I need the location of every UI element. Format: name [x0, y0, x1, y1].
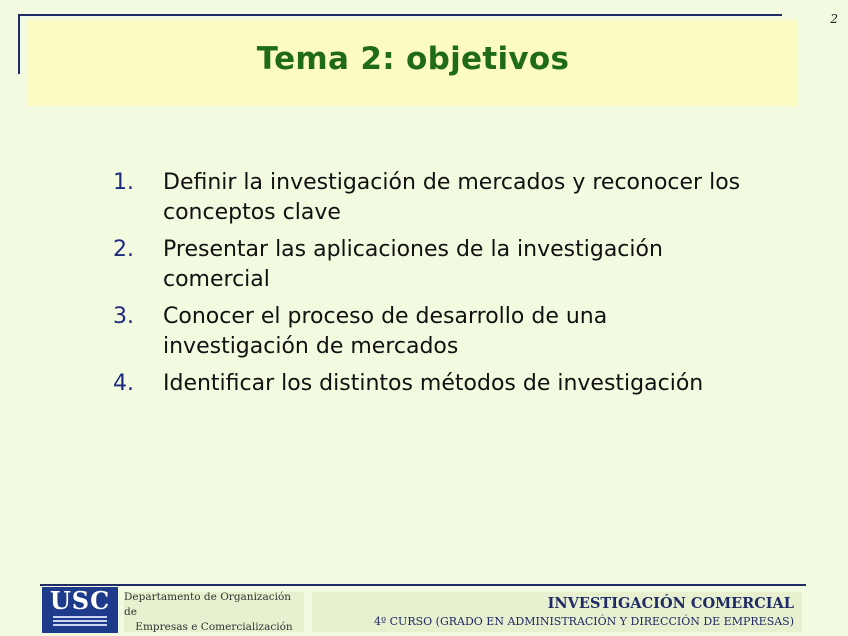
department-box: [124, 592, 304, 632]
course-title: INVESTIGACIÓN COMERCIAL: [547, 595, 794, 612]
objective-item: [113, 168, 753, 228]
objective-number: 2.: [113, 237, 134, 262]
department-line-2: Empresas e Comercialización: [135, 620, 293, 633]
logo-text: USC: [49, 586, 111, 615]
course-subtitle: 4º CURSO (GRADO EN ADMINISTRACIÓN Y DIRECCIÓN DE EMPRESAS): [373, 615, 794, 628]
objective-number: 4.: [113, 371, 134, 396]
department-line-1: Departamento de Organización de: [124, 590, 292, 618]
objective-text: Conocer el proceso de desarrollo de una investigación de mercados: [163, 304, 608, 359]
objective-number: 3.: [113, 304, 134, 329]
objective-item: [113, 235, 753, 295]
objective-text: Identificar los distintos métodos de investigación: [163, 371, 704, 396]
page-number: 2: [830, 12, 838, 26]
objectives-list: [113, 168, 753, 406]
slide-title: Tema 2: objetivos: [256, 41, 570, 77]
course-box: [312, 592, 802, 632]
objective-item: [113, 302, 753, 362]
logo-lines: [53, 616, 107, 628]
objective-item: [113, 369, 753, 399]
left-rule: [18, 14, 20, 74]
objective-text: Presentar las aplicaciones de la investigación comercial: [163, 237, 663, 292]
usc-logo: [42, 587, 118, 633]
footer-rule: [40, 584, 806, 586]
objective-text: Definir la investigación de mercados y reconocer los conceptos clave: [163, 170, 741, 225]
top-rule: [18, 14, 782, 16]
title-banner: [28, 20, 798, 106]
objective-number: 1.: [113, 170, 134, 195]
